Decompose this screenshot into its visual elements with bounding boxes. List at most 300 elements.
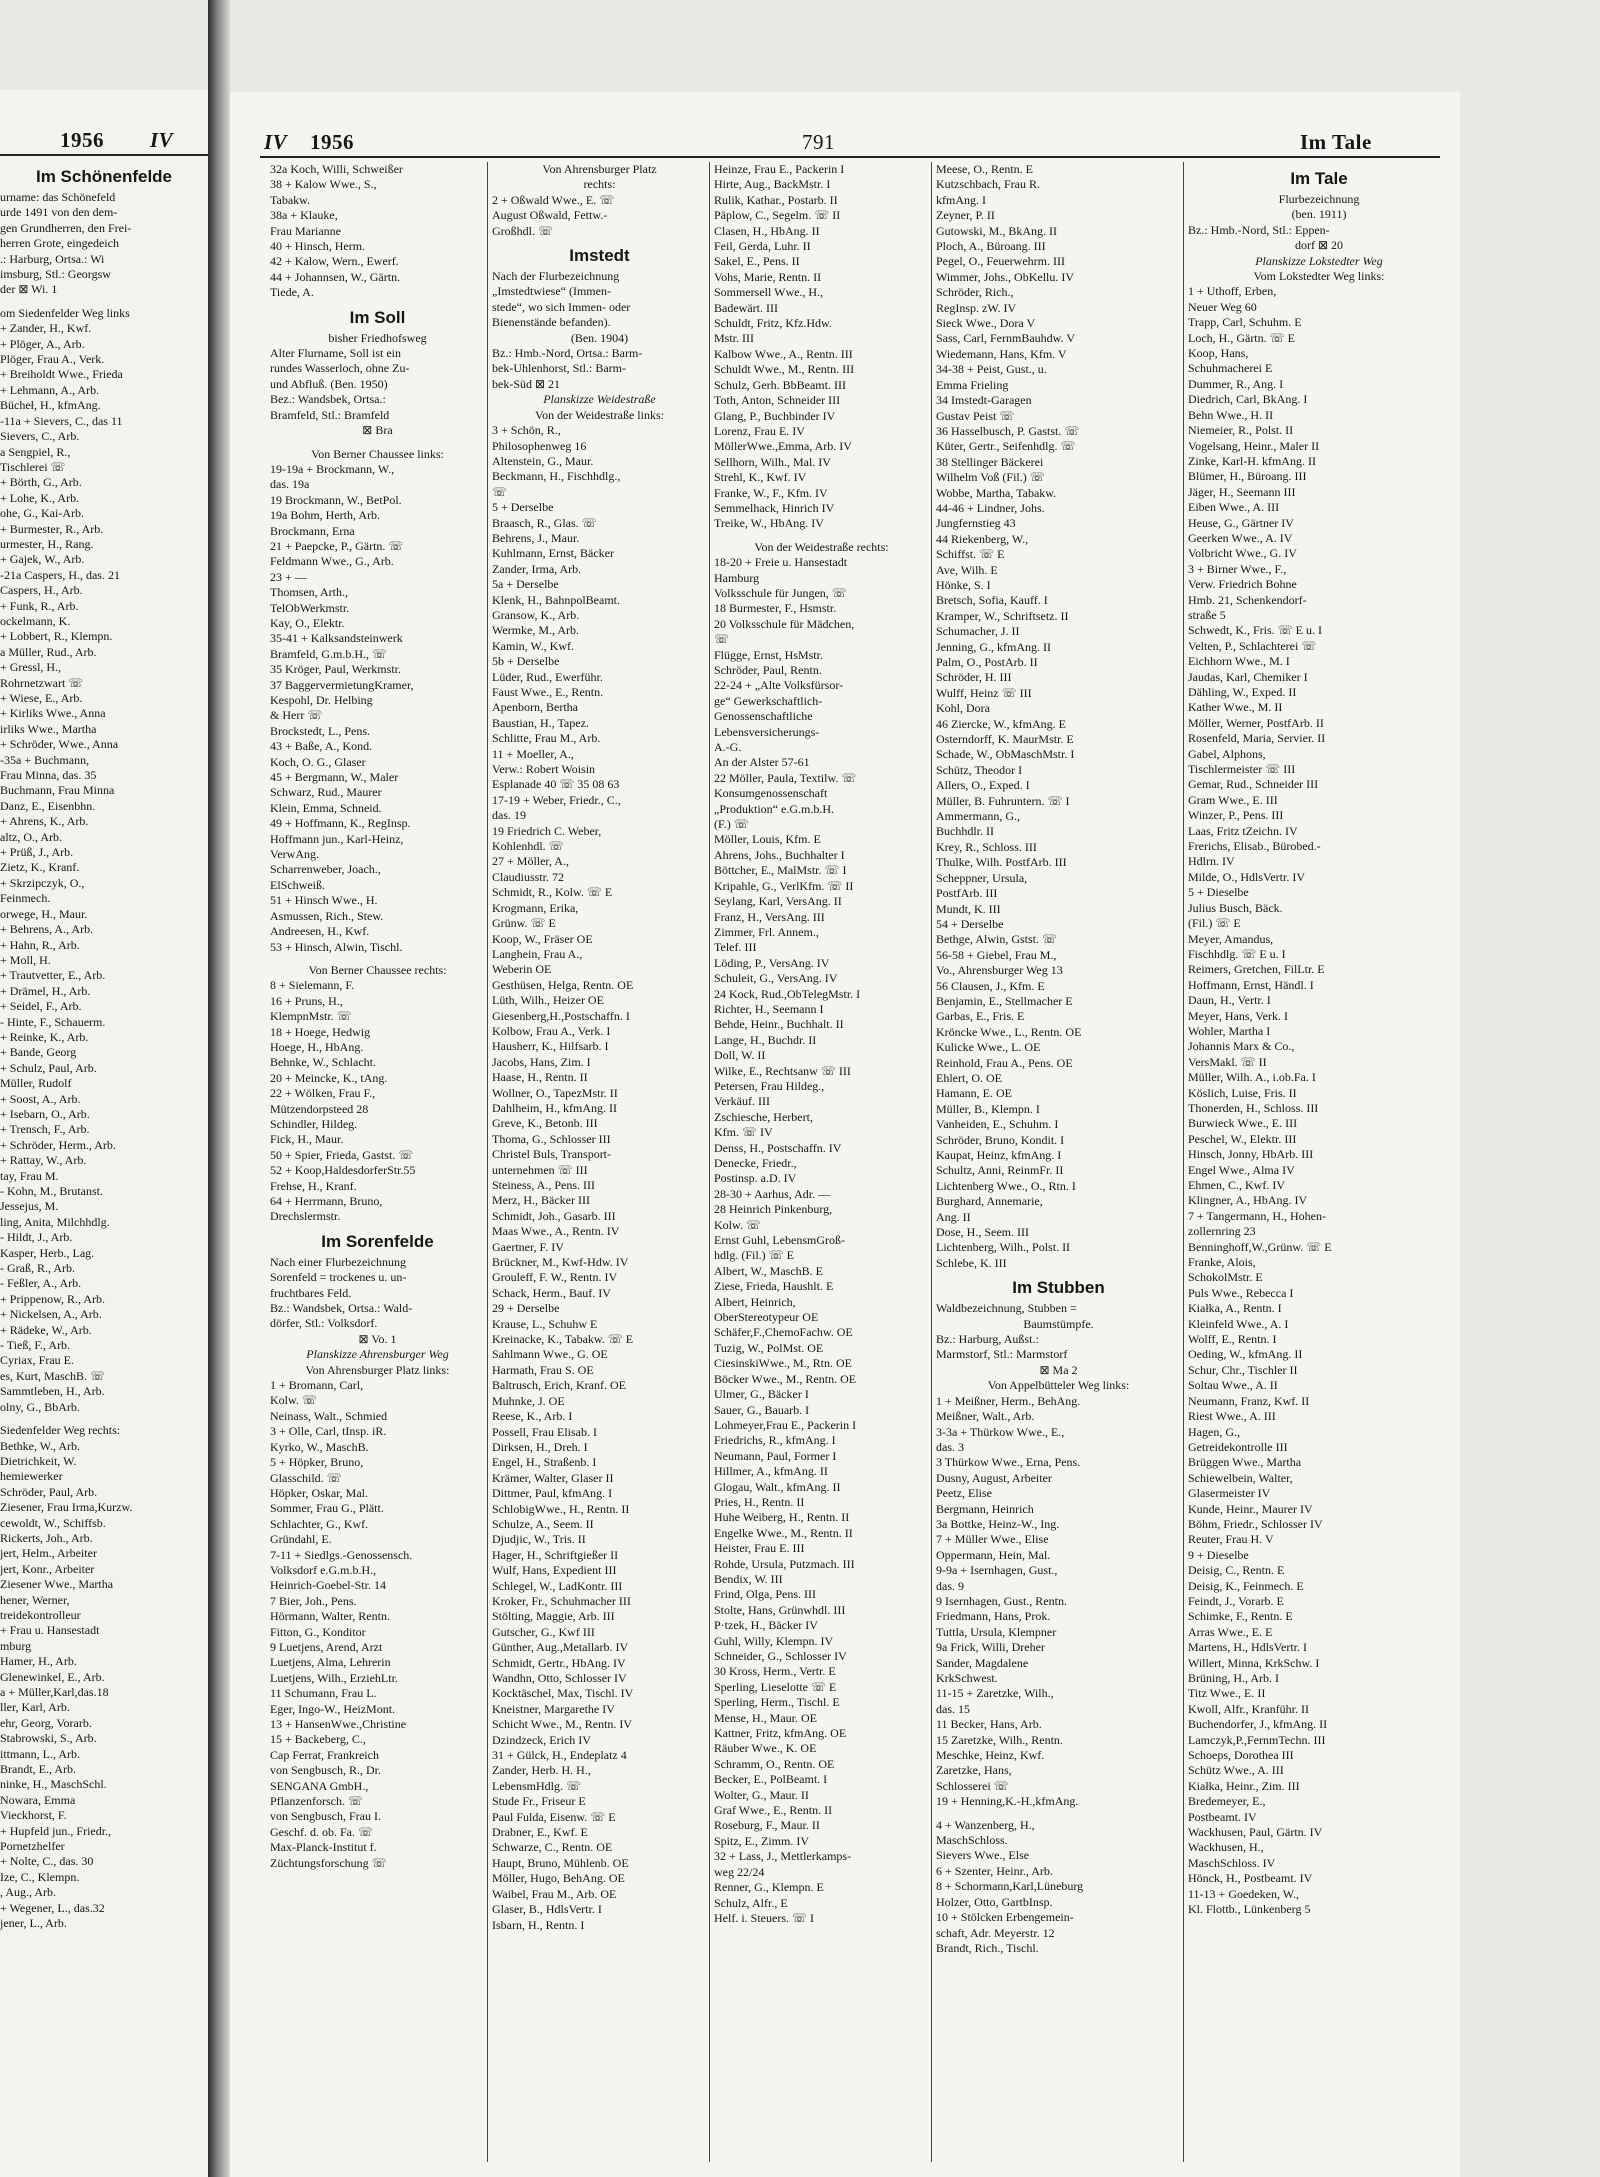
directory-entry: hemiewerker (0, 1469, 63, 1484)
directory-entry: Denecke, Friedr., (714, 1156, 797, 1170)
directory-entry: Gustav Peist ☏ (936, 408, 1015, 423)
directory-entry: MaschSchloss. (936, 1833, 1008, 1848)
directory-entry: -35a + Buchmann, (0, 752, 90, 767)
directory-entry: Drabner, E., Kwf. E (492, 1825, 588, 1840)
directory-entry: (Fil.) ☏ E (1188, 916, 1241, 931)
directory-entry: Badewärt. III (714, 300, 778, 315)
directory-entry: Schlachter, G., Kwf. (270, 1516, 369, 1531)
directory-entry: Höpker, Oskar, Mal. (270, 1485, 369, 1500)
directory-entry: Rohde, Ursula, Putzmach. III (714, 1556, 855, 1571)
directory-entry: Bz.: Hmb.-Nord, Ortsa.: Barm- (492, 346, 643, 361)
directory-entry: Hmb. 21, Schenkendorf- (1188, 592, 1307, 607)
directory-entry: Rosenfeld, Maria, Servier. II (1188, 731, 1326, 746)
directory-entry: Deisig, C., Rentn. E (1188, 1563, 1285, 1578)
directory-entry: Wollner, O., TapezMstr. II (492, 1085, 618, 1100)
directory-entry: + Breiholdt Wwe., Frieda (0, 367, 123, 382)
directory-entry: , Aug., Arb. (0, 1885, 57, 1900)
directory-entry: Puls Wwe., Rebecca I (1188, 1285, 1294, 1300)
directory-entry: Treike, W., HbAng. IV (714, 516, 824, 531)
directory-entry: Zschiesche, Herbert, (714, 1109, 813, 1124)
directory-entry: treidekontrolleur (0, 1607, 81, 1622)
directory-entry: Kutzschbach, Frau R. (936, 177, 1040, 192)
directory-entry: Max-Planck-Institut f. (270, 1840, 377, 1855)
directory-entry: Meese, O., Rentn. E (936, 162, 1033, 176)
directory-entry: altz, O., Arb. (0, 829, 62, 844)
directory-entry: Kiałka, Heinr., Zim. III (1188, 1778, 1300, 1793)
directory-entry: Hamer, H., Arb. (0, 1654, 77, 1669)
directory-entry: Bez.: Wandsbek, Ortsa.: (270, 392, 386, 407)
right-page (230, 92, 1460, 2177)
directory-entry: Braasch, R., Glas. ☏ (492, 515, 597, 530)
directory-entry: stede“, wo sich Immen- oder (492, 299, 631, 314)
directory-entry: ehr, Georg, Vorarb. (0, 1715, 92, 1730)
directory-entry: das. 19 (492, 808, 526, 823)
directory-entry: An der Alster 57-61 (714, 755, 810, 770)
directory-entry: Schiffst. ☏ E (936, 547, 1005, 562)
directory-entry: ling, Anita, Milchhdlg. (0, 1214, 110, 1229)
directory-entry: Strehl, K., Kwf. IV (714, 470, 807, 485)
right-page-volume: IV (264, 130, 288, 154)
directory-entry: 17-19 + Weber, Friedr., C., (492, 792, 621, 807)
directory-entry: Schlebe, K. III (936, 1255, 1007, 1270)
directory-entry: 3 + Olle, Carl, tInsp. iR. (270, 1424, 387, 1439)
directory-entry: Feldmann Wwe., G., Arb. (270, 554, 394, 569)
directory-entry: 9 + Dieselbe (1188, 1547, 1249, 1562)
directory-entry: + Lehmann, A., Arb. (0, 382, 100, 397)
directory-entry: Konsumgenossenschaft (714, 786, 828, 801)
directory-entry: Ziesener, Frau Irma,Kurzw. (0, 1500, 133, 1515)
directory-entry: Brockstedt, L., Pens. (270, 723, 370, 738)
spacer (936, 1810, 1181, 1818)
directory-entry: Wilhelm Voß (Fil.) ☏ (936, 470, 1045, 485)
directory-entry: Albert, W., MaschB. E (714, 1263, 823, 1278)
directory-entry: Brüning, H., Arb. I (1188, 1671, 1279, 1685)
directory-entry: Siedenfelder Weg rechts: (0, 1423, 121, 1438)
directory-entry: orwege, H., Maur. (0, 906, 88, 921)
directory-entry: 5 + Höpker, Bruno, (270, 1455, 364, 1470)
directory-entry: Dahlheim, H., kfmAng. II (492, 1100, 617, 1115)
directory-entry: Neuer Weg 60 (1188, 299, 1257, 314)
directory-entry: Bergmann, Heinrich (936, 1501, 1034, 1516)
directory-entry: 28-30 + Aarhus, Adr. — (714, 1186, 831, 1201)
page-number: 791 (802, 130, 835, 154)
directory-entry: Apenborn, Bertha (492, 700, 578, 715)
directory-entry: & Herr ☏ (270, 708, 323, 723)
directory-entry: 3-3a + Thürkow Wwe., E., (936, 1424, 1065, 1439)
directory-entry: Schiewelbein, Walter, (1188, 1470, 1293, 1485)
directory-entry: Philosophenweg 16 (492, 438, 587, 453)
directory-entry: Schuldt, Fritz, Kfz.Hdw. (714, 316, 832, 331)
directory-entry: + Nolte, C., das. 30 (0, 1854, 94, 1869)
directory-entry: Diedrich, Carl, BkAng. I (1188, 392, 1308, 407)
directory-entry: Hager, H., Schriftgießer II (492, 1547, 619, 1562)
directory-entry: Krogmann, Erika, (492, 900, 579, 915)
directory-entry: Hamburg (714, 570, 760, 585)
directory-entry: Sass, Carl, FernmBauhdw. V (936, 331, 1075, 346)
directory-entry: Huhe Weiberg, H., Rentn. II (714, 1510, 850, 1525)
directory-entry: Wulff, Heinz ☏ III (936, 685, 1032, 700)
directory-entry: tay, Frau M. (0, 1168, 59, 1183)
directory-column-5 (1188, 162, 1450, 2167)
directory-entry: 27 + Möller, A., (492, 854, 569, 869)
directory-entry: Schimke, F., Rentn. E (1188, 1609, 1293, 1624)
directory-entry: herren Grote, eingedeich (0, 236, 119, 251)
directory-entry: Meyer, Hans, Verk. I (1188, 1008, 1288, 1023)
directory-entry: Gransow, K., Arb. (492, 607, 580, 622)
directory-entry: imsburg, Stl.: Georgsw (0, 267, 111, 282)
directory-entry: Günther, Aug.,Metallarb. IV (492, 1640, 629, 1655)
directory-entry: Getreidekontrolle III (1188, 1439, 1288, 1454)
directory-entry: P·tzek, H., Bäcker IV (714, 1618, 818, 1633)
directory-entry: 45 + Bergmann, W., Maler (270, 770, 399, 785)
section-note: Von der Weidestraße links: (535, 407, 664, 422)
directory-entry: + Soost, A., Arb. (0, 1091, 81, 1106)
directory-entry: - Kohn, M., Brutanst. (0, 1184, 103, 1198)
directory-entry: Albert, Heinrich, (714, 1294, 796, 1309)
directory-entry: + Prüß, J., Arb. (0, 845, 74, 860)
directory-entry: 1 + Bromann, Carl, (270, 1378, 364, 1393)
right-header-rule (260, 156, 1440, 158)
directory-entry: 28 Heinrich Pinkenburg, (714, 1202, 833, 1217)
directory-entry: Thomsen, Arth., (270, 585, 348, 600)
directory-entry: Haupt, Bruno, Mühlenb. OE (492, 1855, 629, 1870)
directory-entry: Schulz, Gerh. BbBeamt. III (714, 377, 846, 392)
directory-entry: Marmstorf, Stl.: Marmstorf (936, 1347, 1068, 1362)
spacer (0, 298, 208, 306)
directory-entry: Eger, Ingo-W., HeizMont. (270, 1701, 396, 1716)
directory-entry: Nowara, Emma (0, 1792, 76, 1807)
directory-entry: + Drämel, H., Arb. (0, 983, 91, 998)
directory-entry: ller, Karl, Arb. (0, 1700, 70, 1715)
directory-entry: Ehmen, C., Kwf. IV (1188, 1178, 1285, 1192)
directory-entry: + Rädeke, W., Arb. (0, 1322, 92, 1337)
directory-entry: Kohlenhdl. ☏ (492, 839, 564, 854)
directory-entry: Wilke, E., Rechtsanw ☏ III (714, 1063, 851, 1078)
directory-entry: Frerichs, Elisab., Bürobed.- (1188, 839, 1321, 854)
directory-entry: Sievers Wwe., Else (936, 1848, 1030, 1863)
directory-entry: Eichhorn Wwe., M. I (1188, 654, 1290, 669)
directory-entry: Bendix, W. III (714, 1571, 783, 1586)
directory-entry: Sperling, Herm., Tischl. E (714, 1695, 840, 1710)
directory-entry: 40 + Hinsch, Herm. (270, 239, 366, 254)
directory-entry: MaschSchloss. IV (1188, 1855, 1276, 1870)
section-heading: Im Soll (349, 307, 406, 327)
directory-entry: Beckmann, H., Fischhdlg., (492, 469, 621, 484)
directory-entry: 8 + Schormann,Karl,Lüneburg (936, 1879, 1084, 1894)
section-note: rechts: (583, 177, 616, 192)
directory-entry: Sieck Wwe., Dora V (936, 316, 1036, 331)
directory-entry: Böhm, Friedr., Schlosser IV (1188, 1516, 1323, 1531)
directory-entry: Feindt, J., Vorarb. E (1188, 1593, 1284, 1608)
directory-entry: Altenstein, G., Maur. (492, 453, 594, 468)
directory-entry: Vo., Ahrensburger Weg 13 (936, 963, 1063, 978)
directory-entry: Milde, O., HdlsVertr. IV (1188, 869, 1305, 884)
directory-entry: Lüder, Rud., Ewerführ. (492, 669, 603, 684)
directory-entry: Vohs, Marie, Rentn. II (714, 269, 822, 284)
directory-entry: 38a + Klauke, (270, 208, 338, 223)
directory-entry: Küter, Gertr., Seifenhdlg. ☏ (936, 439, 1076, 454)
directory-entry: 1 + Uthoff, Erben, (1188, 284, 1277, 299)
directory-entry: TelObWerkmstr. (270, 600, 350, 615)
directory-entry: 5 + Derselbe (492, 500, 554, 515)
directory-entry: 7 Bier, Joh., Pens. (270, 1593, 357, 1608)
directory-entry: 50 + Spier, Frieda, Gastst. ☏ (270, 1147, 414, 1162)
directory-entry: Cyriax, Frau E. (0, 1353, 74, 1368)
directory-entry: Scheppner, Ursula, (936, 870, 1028, 885)
left-header-rule (0, 154, 208, 156)
directory-entry: Lichtenberg Wwe., O., Rtn. I (936, 1178, 1076, 1193)
directory-entry: Geschf. d. ob. Fa. ☏ (270, 1824, 373, 1839)
directory-entry: Pries, H., Rentn. II (714, 1494, 805, 1509)
directory-entry: Meschke, Heinz, Kwf. (936, 1748, 1045, 1763)
directory-entry: Isbarn, H., Rentn. I (492, 1917, 585, 1932)
directory-entry: Guhl, Willy, Klempn. IV (714, 1633, 834, 1648)
directory-entry: + Zander, H., Kwf. (0, 321, 92, 336)
directory-entry: Neumann, Franz, Kwf. II (1188, 1393, 1310, 1408)
directory-entry: ☏ (492, 484, 508, 499)
directory-entry: Zimmer, Frl. Annem., (714, 924, 819, 939)
directory-entry: Sommer, Frau G., Plätt. (270, 1501, 384, 1516)
directory-entry: 8 + Sielemann, F. (270, 978, 355, 993)
directory-entry: Lebensversicherungs- (714, 724, 820, 739)
directory-entry: Sellhorn, Wilh., Mal. IV (714, 454, 831, 469)
directory-entry: Weberin OE (492, 962, 552, 977)
directory-entry: 3a Bottke, Heinz-W., Ing. (936, 1516, 1060, 1531)
directory-entry: Bücheł, H., kfmAng. (0, 398, 101, 413)
directory-entry: Graf Wwe., E., Rentn. II (714, 1803, 833, 1818)
directory-entry: 20 Volksschule für Mädchen, (714, 616, 855, 631)
directory-entry: + Börth, G., Arb. (0, 475, 82, 490)
directory-entry: 56 Clausen, J., Kfm. E (936, 978, 1045, 993)
directory-entry: a Sengpiel, R., (0, 444, 71, 459)
directory-entry: zollernring 23 (1188, 1224, 1256, 1239)
directory-entry: Grouleff, F. W., Rentn. IV (492, 1270, 618, 1285)
directory-entry: 9a Frick, Willi, Dreher (936, 1640, 1045, 1655)
directory-entry: SchokolMstr. E (1188, 1270, 1263, 1285)
right-page-year: 1956 (310, 130, 354, 154)
directory-entry: Deisig, K., Feinmech. E (1188, 1578, 1304, 1593)
directory-entry: Benjamin, E., Stellmacher E (936, 993, 1073, 1008)
directory-entry: 18 Burmester, F., Hsmstr. (714, 601, 837, 616)
directory-entry: Schütz, Theodor I (936, 762, 1023, 777)
directory-entry: „Produktion“ e.G.m.b.H. (714, 801, 834, 816)
directory-entry: ☏ (714, 632, 730, 647)
directory-entry: Buchhdlr. II (936, 824, 994, 839)
directory-entry: Burghard, Annemarie, (936, 1194, 1043, 1209)
directory-entry: Glaser, B., HdlsVertr. I (492, 1902, 602, 1917)
directory-entry: Baltrusch, Erich, Kranf. OE (492, 1378, 626, 1393)
directory-entry: Doll, W. II (714, 1048, 766, 1063)
directory-entry: Garbas, E., Fris. E (936, 1009, 1025, 1024)
directory-entry: Köslich, Luise, Fris. II (1188, 1085, 1297, 1100)
directory-entry: 56-58 + Giebel, Frau M., (936, 947, 1057, 962)
directory-entry: Gesthüsen, Helga, Rentn. OE (492, 977, 634, 992)
directory-entry: 54 + Derselbe (936, 916, 1004, 931)
directory-entry: 18-20 + Freie u. Hansestadt (714, 555, 848, 570)
directory-entry: SchlobigWwe., H., Rentn. II (492, 1501, 630, 1516)
directory-entry: Sperling, Lieselotte ☏ E (714, 1679, 837, 1694)
directory-entry: Koop, W., Fräser OE (492, 931, 593, 946)
directory-entry: om Siedenfelder Weg links (0, 305, 130, 320)
section-heading: Im Stubben (1012, 1278, 1105, 1298)
directory-entry: Nach einer Flurbezeichnung (270, 1254, 406, 1269)
directory-entry: Osterndorff, K. MaurMstr. E (936, 732, 1074, 747)
directory-entry: Hagen, G., (1188, 1424, 1240, 1439)
directory-entry: Reuter, Frau H. V (1188, 1532, 1274, 1547)
directory-entry: Schröder, Rich., (936, 285, 1014, 300)
directory-entry: bek-Uhlenhorst, Stl.: Barm- (492, 361, 626, 376)
directory-entry: Telef. III (714, 940, 757, 955)
directory-entry: Gründahl, E. (270, 1532, 332, 1547)
directory-entry: Ave, Wilh. E (936, 562, 998, 577)
directory-entry: Seylang, Karl, VersAng. II (714, 894, 842, 909)
directory-entry: Neinass, Walt., Schmied (270, 1408, 388, 1423)
directory-entry: Kocktäschel, Max, Tischl. IV (492, 1686, 634, 1701)
directory-entry: Dähling, W., Exped. II (1188, 685, 1297, 699)
directory-entry: Hönke, S. I (936, 577, 991, 592)
directory-entry: jert, Helm., Arbeiter (0, 1546, 97, 1561)
spacer (0, 1415, 208, 1423)
directory-entry: 34 Imstedt-Garagen (936, 393, 1032, 408)
directory-entry: Kroker, Fr., Schuhmacher III (492, 1593, 631, 1608)
directory-entry: Stolte, Hans, Grünwhdl. III (714, 1602, 846, 1617)
directory-entry: Winzer, P., Pens. III (1188, 808, 1284, 823)
directory-entry: hener, Werner, (0, 1592, 70, 1607)
directory-entry: 19-19a + Brockmann, W., (270, 461, 395, 476)
directory-entry: (F.) ☏ (714, 817, 749, 832)
directory-entry: Glenewinkel, E., Arb. (0, 1669, 105, 1684)
directory-entry: Oeding, W., kfmAng. II (1188, 1347, 1303, 1362)
directory-entry: Bienenstände befanden). (492, 315, 611, 330)
directory-entry: Asmussen, Rich., Stew. (270, 908, 384, 923)
directory-entry: 29 + Derselbe (492, 1301, 560, 1316)
directory-entry: Franke, W., F., Kfm. IV (714, 485, 828, 500)
running-title: Im Tale (1300, 130, 1372, 154)
directory-entry: Caspers, H., Arb. (0, 583, 83, 598)
directory-entry: -11a + Sievers, C., das 11 (0, 413, 123, 428)
directory-entry: Spitz, E., Zimm. IV (714, 1833, 809, 1848)
directory-entry: Ize, C., Klempn. (0, 1869, 80, 1884)
directory-entry: Koch, O. G., Glaser (270, 754, 366, 769)
directory-entry: 18 + Hoege, Hedwig (270, 1024, 371, 1039)
directory-entry: Kröncke Wwe., L., Rentn. OE (936, 1024, 1082, 1039)
directory-entry: 43 + Baße, A., Kond. (270, 739, 373, 754)
directory-entry: Rickerts, Joh., Arb. (0, 1530, 93, 1545)
directory-entry: Mstr. III (714, 331, 754, 346)
spacer (270, 439, 485, 447)
directory-entry: Roseburg, F., Maur. II (714, 1818, 820, 1833)
directory-entry: Bethke, W., Arb. (0, 1438, 80, 1453)
directory-entry: Bramfeld, G.m.b.H., ☏ (270, 646, 387, 661)
directory-column-1 (270, 162, 485, 2167)
section-note: ⊠ Ma 2 (1039, 1362, 1078, 1377)
directory-entry: Vogelsang, Heinr., Maler II (1188, 438, 1320, 453)
directory-entry: Schlegel, W., LadKontr. III (492, 1578, 623, 1593)
directory-entry: Krämer, Walter, Glaser II (492, 1470, 614, 1485)
directory-entry: 5b + Derselbe (492, 654, 560, 669)
directory-entry: Geerken Wwe., A. IV (1188, 530, 1293, 545)
directory-entry: Volksdorf e.G.m.b.H., (270, 1562, 377, 1577)
directory-entry: Paul Fulda, Eisenw. ☏ E (492, 1809, 616, 1824)
directory-entry: bek-Süd ⊠ 21 (492, 376, 561, 391)
directory-entry: Kolw. ☏ (270, 1393, 317, 1408)
directory-entry: ge“ Gewerkschaftlich- (714, 693, 823, 708)
directory-entry: Feil, Gerda, Luhr. II (714, 239, 811, 254)
directory-entry: Müller, B. Fuhruntern. ☏ I (936, 793, 1070, 808)
directory-entry: Waibel, Frau M., Arb. OE (492, 1886, 617, 1901)
directory-entry: Zander, Irma, Arb. (492, 561, 582, 576)
directory-entry: Reese, K., Arb. I (492, 1409, 573, 1424)
directory-entry: Richter, H., Seemann I (714, 1001, 824, 1016)
directory-entry: 31 + Gülck, H., Endeplatz 4 (492, 1748, 627, 1763)
directory-entry: 37 BaggervermietungKramer, (270, 677, 414, 692)
directory-entry: Bz.: Wandsbek, Ortsa.: Wald- (270, 1301, 413, 1316)
directory-entry: Julius Busch, Bäck. (1188, 900, 1283, 915)
directory-entry: mburg (0, 1638, 32, 1653)
directory-entry: 44-46 + Lindner, Johs. (936, 500, 1045, 515)
directory-entry: Glogau, Walt., kfmAng. II (714, 1479, 841, 1494)
directory-entry: Laas, Fritz tZeichn. IV (1188, 823, 1298, 838)
directory-entry: 9-9a + Isernhagen, Gust., (936, 1563, 1058, 1578)
directory-entry: Hoege, H., HbAng. (270, 1039, 364, 1054)
directory-entry: Möller, Hugo, BehAng. OE (492, 1871, 625, 1886)
directory-entry: Frind, Olga, Pens. III (714, 1587, 816, 1602)
directory-entry: Lüth, Wilh., Heizer OE (492, 993, 604, 1008)
directory-entry: Tabakw. (270, 192, 311, 207)
section-note: Flurbezeichnung (1278, 192, 1360, 206)
directory-entry: + Frau u. Hansestadt (0, 1623, 100, 1638)
directory-entry: Thonerden, H., Schloss. III (1188, 1100, 1319, 1115)
directory-entry: Krey, R., Schloss. III (936, 839, 1037, 854)
directory-entry: Kramper, W., Schriftsetz. II (936, 608, 1069, 623)
directory-entry: Becker, E., PolBeamt. I (714, 1772, 828, 1787)
directory-entry: Schwedt, K., Fris. ☏ E u. I (1188, 623, 1322, 638)
directory-entry: Faust Wwe., E., Rentn. (492, 685, 604, 699)
left-page-volume: IV (150, 128, 174, 152)
directory-entry: Heinze, Frau E., Packerin I (714, 162, 845, 176)
directory-entry: Schicht Wwe., M., Rentn. IV (492, 1717, 633, 1732)
directory-entry: + Prippenow, R., Arb. (0, 1291, 105, 1306)
directory-entry: 38 Stellinger Bäckerei (936, 454, 1044, 469)
directory-entry: KrkSchwest. (936, 1671, 998, 1685)
directory-entry: Wandhn, Otto, Schlosser IV (492, 1671, 627, 1685)
plan-sketch-note: Planskizze Ahrensburger Weg (306, 1347, 449, 1362)
directory-entry: + Gressl, H., (0, 660, 62, 675)
directory-entry: 19a Bohm, Herth, Arb. (270, 508, 380, 523)
directory-entry: Genossenschaftliche (714, 709, 813, 724)
directory-entry: Verkäuf. III (714, 1094, 770, 1109)
directory-entry: Tuttla, Ursula, Klempner (936, 1624, 1057, 1639)
directory-entry: ohe, G., Kai-Arb. (0, 506, 84, 521)
directory-entry: Heuse, G., Gärtner IV (1188, 515, 1294, 530)
directory-entry: 44 + Johannsen, W., Gärtn. (270, 269, 401, 284)
directory-entry: Hillmer, A., kfmAng. II (714, 1464, 828, 1479)
directory-entry: Dittmer, Paul, kfmAng. I (492, 1486, 613, 1501)
directory-entry: Kamin, W., Kwf. (492, 638, 574, 653)
directory-entry: Sahlmann Wwe., G. OE (492, 1347, 608, 1362)
directory-entry: Pegel, O., Feuerwehrm. III (936, 254, 1065, 269)
directory-entry: Hinsch, Jonny, HbArb. III (1188, 1147, 1314, 1162)
directory-entry: Müller, B., Klempn. I (936, 1101, 1040, 1116)
directory-entry: Hoffmann jun., Karl-Heinz, (270, 831, 404, 846)
directory-entry: Maas Wwe., A., Rentn. IV (492, 1224, 620, 1239)
directory-entry: .: Harburg, Ortsa.: Wi (0, 251, 105, 266)
directory-entry: 35-41 + Kalksandsteinwerk (270, 631, 403, 646)
directory-entry: hdlg. (Fil.) ☏ E (714, 1248, 795, 1263)
directory-entry: Hönck, H., Postbeamt. IV (1188, 1871, 1313, 1886)
directory-entry: Sommersell Wwe., H., (714, 285, 824, 300)
directory-entry: Kolbow, Frau A., Verk. I (492, 1023, 611, 1038)
